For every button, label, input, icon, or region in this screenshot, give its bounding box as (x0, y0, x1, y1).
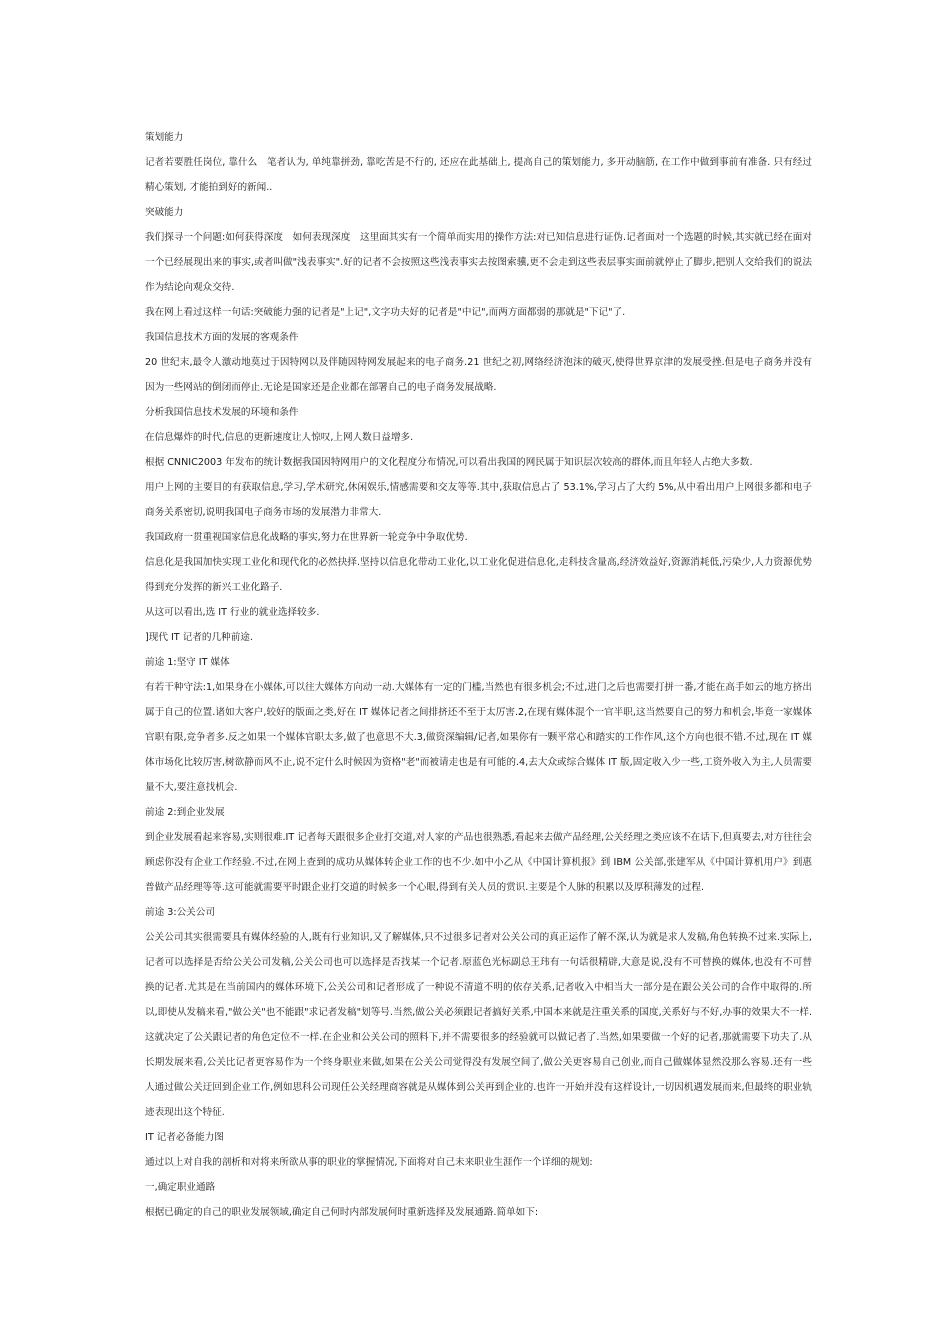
body-paragraph: 到企业发展看起来容易,实则很难.IT 记者每天跟很多企业打交道,对人家的产品也很熟悉,看起来去做产品经理,公关经理之类应该不在话下,但真要去,对方往往会顾虑你没有企业工作经验.不过,在网上查到的成功从媒体转企业工作的也不少.如中小乙从《中国计算机报》到 IBM 公关部,张建军从《中国计算机用户》到惠普做产品经理等等.这可能就需要平时跟企业打交道的时候多一个心眼,得到有关人员的赏识.主要是个人脉的积累以及厚积薄发的过程. (145, 832, 812, 893)
section-heading: 我国信息技术方面的发展的客观条件 (145, 332, 299, 343)
body-paragraph: ]现代 IT 记者的几种前途. (145, 632, 253, 643)
section-heading: 前途 2:到企业发展 (145, 807, 225, 818)
section-heading: 策划能力 (145, 132, 184, 143)
body-paragraph: 信息化是我国加快实现工业化和现代化的必然抉择.坚持以信息化带动工业化,以工业化促进信息化,走科技含量高,经济效益好,资源消耗低,污染少,人力资源优势得到充分发挥的新兴工业化路子. (145, 557, 812, 593)
body-paragraph: 在信息爆炸的时代,信息的更新速度让人惊叹,上网人数日益增多. (145, 432, 414, 443)
body-paragraph: 记者若要胜任岗位, 靠什么 笔者认为, 单纯靠拼劲, 靠吃苦是不行的, 还应在此基础上, 提高自己的策划能力, 多开动脑筋, 在工作中做到事前有准备. 只有经过精心策划, 才能拍到好的新闻.. (145, 157, 812, 193)
body-paragraph: 公关公司其实很需要具有媒体经验的人,既有行业知识,又了解媒体,只不过很多记者对公关公司的真正运作了解不深,认为就是求人发稿,角色转换不过来.实际上,记者可以选择是否给公关公司发稿,公关公司也可以选择是否找某一个记者.原蓝色光标副总王玮有一句话很精辟,大意是说,没有不可替换的媒体,也没有不可替换的记者.尤其是在当前国内的媒体环境下,公关公司和记者形成了一种说不清道不明的依存关系,记者收入中相当大一部分是在跟公关公司的合作中取得的.所以,即使从发稿来看,"做公关"也不能跟"求记者发稿"划等号.当然,做公关必须跟记者搞好关系,中国本来就是注重关系的国度,关系好与不好,办事的效果大不一样.这就决定了公关跟记者的角色定位不一样.在企业和公关公司的照料下,并不需要很多的经验就可以做记者了.当然,如果要做一个好的记者,那就需要下功夫了.从长期发展来看,公关比记者更容易作为一个终身职业来做,如果在公关公司觉得没有发展空间了,做公关更容易自己创业,而自己做媒体显然没那么容易.还有一些人通过做公关迂回到企业工作,例如思科公司现任公关经理商容就是从媒体到公关再到企业的.也许一开始并没有这样设计,一切因机遇发展而来,但最终的职业轨迹表现出这个特征. (145, 932, 812, 1118)
section-heading: 分析我国信息技术发展的环境和条件 (145, 407, 299, 418)
section-heading: 前途 3:公关公司 (145, 907, 215, 918)
section-heading: 前途 1:坚守 IT 媒体 (145, 657, 230, 668)
body-paragraph: 用户上网的主要目的有获取信息,学习,学术研究,休闲娱乐,情感需要和交友等等.其中,获取信息占了 53.1%,学习占了大约 5%,从中看出用户上网很多都和电子商务关系密切,说明我国电子商务市场的发展潜力非常大. (145, 482, 812, 518)
body-paragraph: 根据 CNNIC2003 年发布的统计数据我国因特网用户的文化程度分布情况,可以看出我国的网民属于知识层次较高的群体,而且年轻人占绝大多数. (145, 457, 753, 468)
body-paragraph: 20 世纪末,最令人激动地莫过于因特网以及伴随因特网发展起来的电子商务.21 世纪之初,网络经济泡沫的破灭,使得世界京津的发展受挫.但是电子商务并没有因为一些网站的倒闭而停止.无论是国家还是企业都在部署自己的电子商务发展战略. (145, 357, 812, 393)
section-heading: IT 记者必备能力图 (145, 1132, 224, 1143)
body-paragraph: 通过以上对自我的剖析和对将来所欲从事的职业的掌握情况,下面将对自己未来职业生涯作一个详细的规划: (145, 1157, 593, 1168)
body-paragraph: 从这可以看出,选 IT 行业的就业选择较多. (145, 607, 320, 618)
body-paragraph: 我们探寻一个问题:如何获得深度 如何表现深度 这里面其实有一个简单而实用的操作方法:对已知信息进行证伪.记者面对一个选题的时候,其实就已经在面对一个已经展现出来的事实,或者叫做"浅表事实".好的记者不会按照这些浅表事实去按图索骥,更不会走到这些表层事实面前就停止了脚步,把别人交给我们的说法作为结论向观众交待. (145, 232, 812, 293)
body-paragraph: 我在网上看过这样一句话:突破能力强的记者是"上记",文字功夫好的记者是"中记",而两方面都弱的那就是"下记"了. (145, 307, 626, 318)
body-paragraph: 我国政府一贯重视国家信息化战略的事实,努力在世界新一轮竞争中争取优势. (145, 532, 468, 543)
section-heading: 一,确定职业通路 (145, 1182, 216, 1193)
section-heading: 突破能力 (145, 207, 184, 218)
body-paragraph: 有若干种守法:1,如果身在小媒体,可以往大媒体方向动一动.大媒体有一定的门槛,当然也有很多机会;不过,进门之后也需要打拼一番,才能在高手如云的地方挤出属于自己的位置.诸如大客户,较好的版面之类,好在 IT 媒体记者之间排挤还不至于太厉害.2,在现有媒体混个一官半职,这当然要自己的努力和机会,毕竟一家媒体官职有限,竞争者多.反之如果一个媒体官职太多,做了也意思不大.3,做资深编辑/记者,如果你有一颗平常心和踏实的工作作风,这个方向也很不错.不过,现在 IT 媒体市场化比较厉害,树欲静而风不止,说不定什么时候因为资格"老"而被请走也是有可能的.4,去大众或综合媒体 IT 版,固定收入少一些,工资外收入为主,人员需要量不大,要注意找机会. (145, 682, 812, 793)
body-paragraph: 根据已确定的自己的职业发展领域,确定自己何时内部发展何时重新选择及发展通路.简单如下: (145, 1207, 539, 1218)
